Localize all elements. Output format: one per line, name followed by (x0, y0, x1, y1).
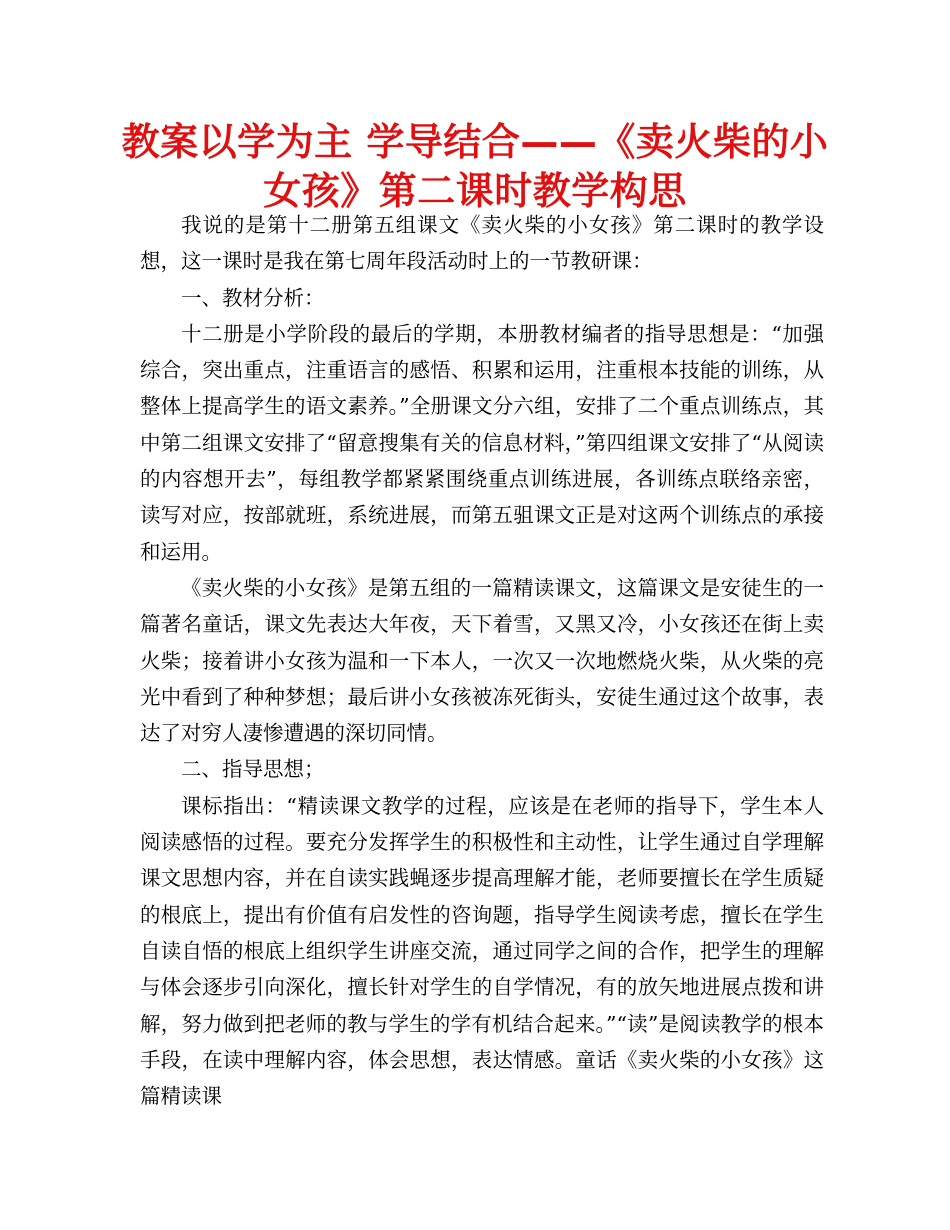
document-body (140, 207, 824, 1114)
paragraph-textbook-analysis: 十二册是小学阶段的最后的学期，本册教材编者的指导思想是：“加强综合，突出重点，注重语言的感悟、积累和运用，注重根本技能的训练，从整体上提高学生的语文素养。”全册课文分六组，安排了二个重点训练点，其中第二组课文安排了“留意搜集有关的信息材料，”第四组课文安排了“从阅读的内容想开去”，每组教学都紧紧围绕重点训练进展，各训练点联络亲密，读写对应，按部就班，系统进展，而第五驵课文正是对这两个训练点的承接和运用。 (140, 321, 824, 564)
paragraph-curriculum-standard: 课标指出：“精读课文教学的过程，应该是在老师的指导下，学生本人阅读感悟的过程。要充分发挥学生的积极性和主动性，让学生通过自学理解课文思想内容，并在自读实践蝇逐步提高理解才能，老师要擅长在学生质疑的根底上，提出有价值有启发性的咨询题，指导学生阅读考虑，擅长在学生自读自悟的根底上组织学生讲座交流，通过同学之间的合作，把学生的理解与体会逐步引向深化，擅长针对学生的自学情况，有的放矢地进展点拨和讲解，努力做到把老师的教与学生的学有机结合起来。”“读”是阅读教学的根本手段，在读中理解内容，体会思想，表达情感。童话《卖火柴的小女孩》这篇精读课 (140, 793, 824, 1109)
section-heading-guiding-ideas: 二、指导思想； (181, 757, 325, 782)
section-heading-textbook-analysis: 一、教材分析： (181, 285, 325, 310)
document-title: 教案以学为主 学导结合——《卖火柴的小女孩》第二课时教学构思 (121, 120, 829, 213)
paragraph-intro: 我说的是第十二册第五组课文《卖火柴的小女孩》第二课时的教学设想，这一课时是我在第七周年段活动时上的一节教研课： (140, 213, 824, 274)
paragraph-text-summary: 《卖火柴的小女孩》是第五组的一篇精读课文，这篇课文是安徒生的一篇著名童话，课文先表达大年夜，天下着雪，又黑又冷，小女孩还在街上卖火柴；接着讲小女孩为温和一下本人，一次又一次地燃烧火柴，从火柴的亮光中看到了种种梦想；最后讲小女孩被冻死街头，安徒生通过这个故事，表达了对穷人凄惨遭遇的深切同情。 (140, 575, 824, 746)
